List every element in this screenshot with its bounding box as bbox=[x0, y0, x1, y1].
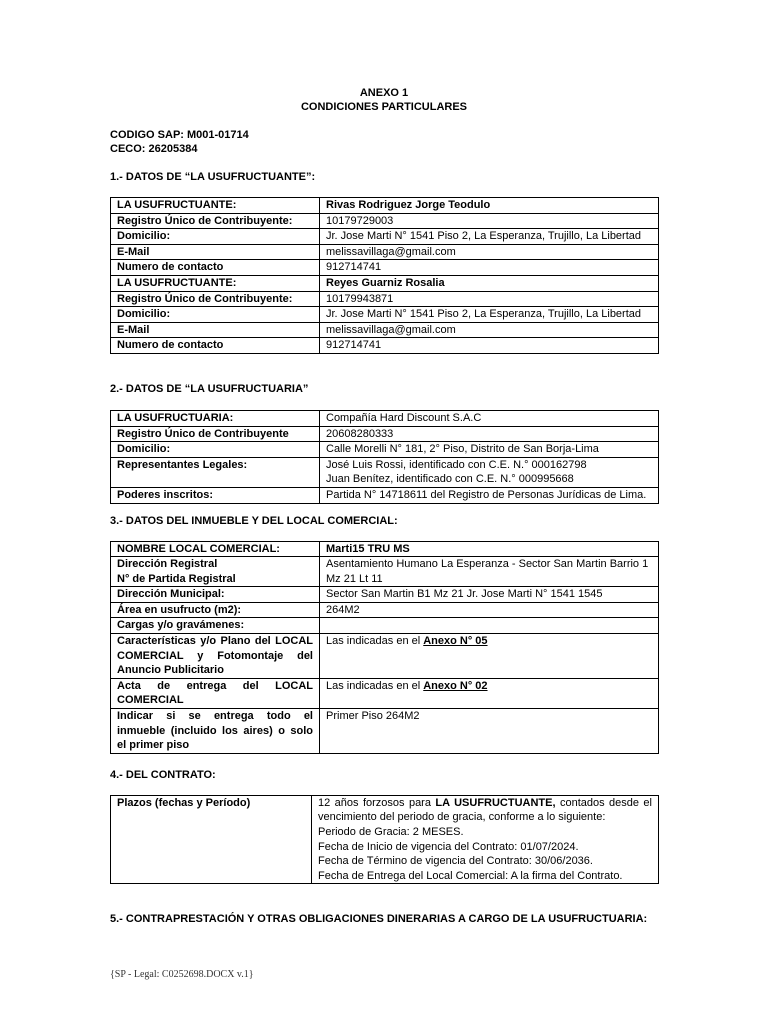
row-value: 912714741 bbox=[320, 260, 659, 276]
table-row bbox=[111, 307, 659, 323]
table-row bbox=[111, 457, 659, 487]
row-value: Primer Piso 264M2 bbox=[320, 709, 659, 754]
section4-heading: 4.- DEL CONTRATO: bbox=[110, 768, 216, 781]
table-row bbox=[111, 291, 659, 307]
row-label: Dirección Municipal: bbox=[111, 587, 320, 603]
row-label: Plazos (fechas y Período) bbox=[111, 795, 312, 884]
row-value: Jr. Jose Marti N° 1541 Piso 2, La Esperanza, Trujillo, La Libertad bbox=[320, 229, 659, 245]
annex-subtitle: CONDICIONES PARTICULARES bbox=[300, 101, 468, 113]
section3-heading: 3.- DATOS DEL INMUEBLE Y DEL LOCAL COMERCIAL: bbox=[110, 514, 398, 527]
row-value: 10179943871 bbox=[320, 291, 659, 307]
table-row bbox=[111, 275, 659, 291]
row-value: Sector San Martin B1 Mz 21 Jr. Jose Marti N° 1541 1545 bbox=[320, 587, 659, 603]
row-value: melissavillaga@gmail.com bbox=[320, 322, 659, 338]
table-row bbox=[111, 410, 659, 426]
table-row bbox=[111, 678, 659, 708]
row-label: Características y/o Plano del LOCAL COMERCIAL y Fotomontaje del Anuncio Publicitario bbox=[111, 634, 320, 679]
row-value: Jr. Jose Marti N° 1541 Piso 2, La Esperanza, Trujillo, La Libertad bbox=[320, 307, 659, 323]
row-value: 264M2 bbox=[320, 602, 659, 618]
annex-title: ANEXO 1 bbox=[359, 87, 409, 99]
document-footer: {SP - Legal: C0252698.DOCX v.1} bbox=[110, 969, 254, 980]
usufructuante-bold: LA USUFRUCTUANTE, bbox=[435, 796, 556, 809]
row-label: Cargas y/o gravámenes: bbox=[111, 618, 320, 634]
usufructuante-table bbox=[110, 197, 659, 354]
row-label: NOMBRE LOCAL COMERCIAL: bbox=[111, 541, 320, 557]
table-row bbox=[111, 198, 659, 214]
document-page bbox=[110, 86, 658, 926]
section2-heading: 2.- DATOS DE “LA USUFRUCTUARIA” bbox=[110, 382, 309, 395]
row-label: Acta de entrega del LOCAL COMERCIAL bbox=[111, 678, 320, 708]
table-row bbox=[111, 442, 659, 458]
value-prefix: Las indicadas en el bbox=[326, 635, 424, 648]
row-label: LA USUFRUCTUANTE: bbox=[111, 198, 320, 214]
row-value bbox=[320, 457, 659, 487]
row-value bbox=[320, 678, 659, 708]
anexo-02-link[interactable]: Anexo N° 02 bbox=[423, 679, 488, 692]
periodo-gracia: Periodo de Gracia: 2 MESES. bbox=[318, 826, 464, 838]
row-label: Domicilio: bbox=[111, 307, 320, 323]
representative-1: José Luis Rossi, identificado con C.E. N.° 000162798 bbox=[326, 458, 587, 471]
row-label: E-Mail bbox=[111, 244, 320, 260]
usufructuaria-table bbox=[110, 410, 659, 504]
row-label: LA USUFRUCTUANTE: bbox=[111, 275, 320, 291]
text-span: contados desde el vencimiento del periodo de gracia, conforme a lo siguiente: bbox=[318, 796, 652, 824]
contrato-table bbox=[110, 795, 659, 885]
anexo-05-link[interactable]: Anexo N° 05 bbox=[423, 635, 488, 648]
row-value bbox=[320, 618, 659, 634]
table-row bbox=[111, 709, 659, 754]
table-row bbox=[111, 618, 659, 634]
ceco: CECO: 26205384 bbox=[110, 143, 198, 155]
table-row bbox=[111, 260, 659, 276]
table-row bbox=[111, 426, 659, 442]
section5-heading: 5.- CONTRAPRESTACIÓN Y OTRAS OBLIGACIONES DINERARIAS A CARGO DE LA USUFRUCTUARIA: bbox=[110, 913, 648, 926]
row-label: LA USUFRUCTUARIA: bbox=[111, 410, 320, 426]
codigo-sap: CODIGO SAP: M001-01714 bbox=[110, 129, 249, 141]
row-label: E-Mail bbox=[111, 322, 320, 338]
row-label: Numero de contacto bbox=[111, 338, 320, 354]
plazo-paragraph bbox=[318, 796, 652, 825]
row-label: Registro Único de Contribuyente bbox=[111, 426, 320, 442]
row-label: Representantes Legales: bbox=[111, 457, 320, 487]
representative-2: Juan Benítez, identificado con C.E. N.° 000995668 bbox=[326, 473, 574, 486]
fecha-entrega: Fecha de Entrega del Local Comercial: A la firma del Contrato. bbox=[318, 869, 623, 882]
table-row bbox=[111, 587, 659, 603]
table-row bbox=[111, 795, 659, 884]
table-row bbox=[111, 487, 659, 503]
value-prefix: Las indicadas en el bbox=[326, 679, 424, 692]
table-row bbox=[111, 229, 659, 245]
row-value: Marti15 TRU MS bbox=[320, 541, 659, 557]
row-value: Rivas Rodriguez Jorge Teodulo bbox=[320, 198, 659, 214]
row-label: Domicilio: bbox=[111, 229, 320, 245]
direccion-registral-label: Dirección Registral bbox=[117, 558, 218, 571]
table-row bbox=[111, 213, 659, 229]
fecha-termino: Fecha de Término de vigencia del Contrato: 30/06/2036. bbox=[318, 855, 593, 868]
row-label: Registro Único de Contribuyente: bbox=[111, 291, 320, 307]
table-row bbox=[111, 541, 659, 557]
row-value: 10179729003 bbox=[320, 213, 659, 229]
row-value bbox=[312, 795, 659, 884]
section1-heading: 1.- DATOS DE “LA USUFRUCTUANTE”: bbox=[110, 171, 316, 183]
table-row bbox=[111, 602, 659, 618]
row-label: Domicilio: bbox=[111, 442, 320, 458]
table-row bbox=[111, 322, 659, 338]
row-value: Reyes Guarniz Rosalia bbox=[320, 275, 659, 291]
row-label: Poderes inscritos: bbox=[111, 487, 320, 503]
row-value: Calle Morelli N° 181, 2° Piso, Distrito de San Borja-Lima bbox=[320, 442, 659, 458]
text-span: 12 años forzosos para bbox=[318, 796, 436, 809]
partida-registral-label: N° de Partida Registral bbox=[117, 572, 236, 585]
table-row bbox=[111, 338, 659, 354]
fecha-inicio: Fecha de Inicio de vigencia del Contrato: 01/07/2024. bbox=[318, 840, 579, 853]
row-value: melissavillaga@gmail.com bbox=[320, 244, 659, 260]
row-label: Numero de contacto bbox=[111, 260, 320, 276]
row-label: Registro Único de Contribuyente: bbox=[111, 213, 320, 229]
table-row bbox=[111, 244, 659, 260]
row-value: 20608280333 bbox=[320, 426, 659, 442]
table-row bbox=[111, 634, 659, 679]
row-label: Indicar si se entrega todo el inmueble (incluido los aires) o solo el primer piso bbox=[111, 709, 320, 754]
row-label bbox=[111, 557, 320, 587]
row-value: Compañía Hard Discount S.A.C bbox=[320, 410, 659, 426]
table-row bbox=[111, 557, 659, 587]
row-value bbox=[320, 634, 659, 679]
row-label: Área en usufructo (m2): bbox=[111, 602, 320, 618]
inmueble-table bbox=[110, 541, 659, 754]
row-value: Asentamiento Humano La Esperanza - Sector San Martin Barrio 1 Mz 21 Lt 11 bbox=[320, 557, 659, 587]
row-value: 912714741 bbox=[320, 338, 659, 354]
row-value: Partida N° 14718611 del Registro de Personas Jurídicas de Lima. bbox=[320, 487, 659, 503]
